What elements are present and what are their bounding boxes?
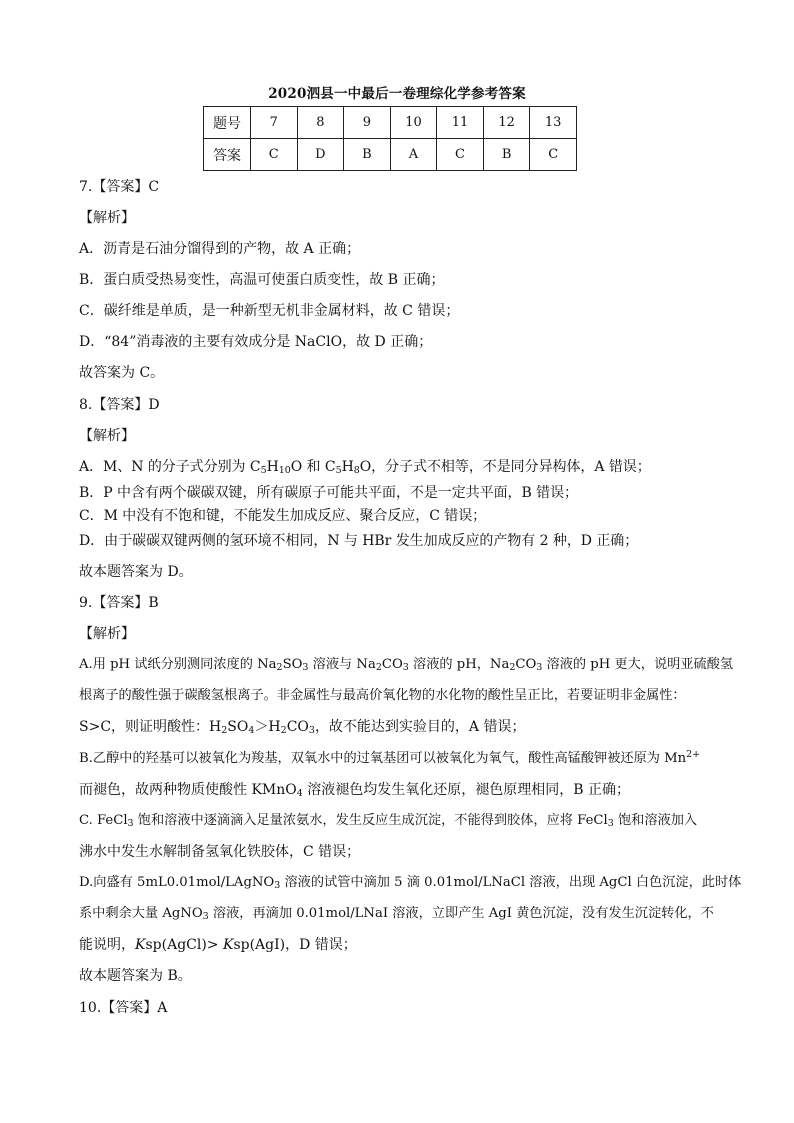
question-number-cell: 8: [297, 107, 344, 139]
q9-answer-heading: 9.【答案】B: [79, 595, 159, 611]
q9-option-a-line1: A.用 pH 试纸分别测同浓度的 $Na_2SO_3$ 溶液与 $Na_2CO_3$ 溶液的 pH，$Na_2CO_3$ 溶液的 pH 更大，说明亚硫酸氢: [79, 657, 734, 673]
question-number-cell: 10: [390, 107, 437, 139]
q10-answer-heading: 10.【答案】A: [79, 1000, 168, 1016]
answer-cell: B: [344, 139, 391, 171]
answer-cell: A: [390, 139, 437, 171]
question-number-cell: 11: [437, 107, 484, 139]
question-number-cell: 13: [530, 107, 577, 139]
answer-table: [203, 106, 577, 171]
answer-cell: D: [297, 139, 344, 171]
question-number-cell: 9: [344, 107, 391, 139]
answer-cell: C: [251, 139, 298, 171]
q9-option-a-line2: 根离子的酸性强于碳酸氢根离子。非金属性与最高价氧化物的水化物的酸性呈正比，若要证明非金属性：: [79, 688, 686, 703]
q9-option-d-line3: 能说明，Ksp(AgCl)> Ksp(AgI)，D 错误；: [79, 937, 357, 953]
q7-option-c: C．碳纤维是单质，是一种新型无机非金属材料，故 C 错误；: [79, 303, 460, 319]
q8-answer-heading: 8.【答案】D: [79, 397, 160, 413]
q8-analysis-label: 【解析】: [79, 428, 135, 444]
answer-cell: C: [530, 139, 577, 171]
q9-option-c-line2: 沸水中发生水解制备氢氧化铁胶体，C 错误；: [79, 844, 361, 860]
question-number-cell: 12: [483, 107, 530, 139]
q9-option-d-line1: D.向盛有 5mL0.01mol/LAgNO$_3$ 溶液的试管中滴加 5 滴 0.01mol/LNaCl 溶液，出现 AgCl 白色沉淀，此时体: [79, 875, 742, 891]
page-title: 2020泗县一中最后一卷理综化学参考答案: [268, 86, 526, 102]
q7-option-d: D．“84”消毒液的主要有效成分是 NaClO，故 D 正确；: [79, 334, 433, 350]
q8-conclusion: 故本题答案为 D。: [79, 564, 193, 580]
q9-option-b-line2: 而褪色，故两种物质使酸性 KMnO$_4$ 溶液褪色均发生氧化还原，褪色原理相同，B 正确；: [79, 782, 630, 799]
q8-option-b: B．P 中含有两个碳碳双键，所有碳原子可能共平面，不是一定共平面，B 错误；: [79, 485, 578, 501]
q8-option-d: D．由于碳碳双键两侧的氢环境不相同，N 与 HBr 发生加成反应的产物有 2 种，D 正确；: [79, 533, 639, 549]
row-label-answer: 答案: [204, 139, 251, 171]
q7-option-a: A．沥青是石油分馏得到的产物，故 A 正确；: [79, 241, 361, 257]
q8-option-c: C．M 中没有不饱和键，不能发生加成反应、聚合反应，C 错误；: [79, 508, 487, 524]
q7-conclusion: 故答案为 C。: [79, 365, 165, 381]
q9-option-d-line2: 系中剩余大量 AgNO$_3$ 溶液，再滴加 0.01mol/LNaI 溶液，立即产生 AgI 黄色沉淀，没有发生沉淀转化，不: [79, 906, 714, 922]
q9-conclusion: 故本题答案为 B。: [79, 968, 192, 984]
q7-option-b: B．蛋白质受热易变性，高温可使蛋白质变性，故 B 正确；: [79, 272, 445, 288]
q9-option-b-line1: B.乙醇中的羟基可以被氧化为羧基，双氧水中的过氧基团可以被氧化为氧气，酸性高锰酸钾被还原为 $Mn^{2+}$: [79, 749, 701, 766]
answer-cell: B: [483, 139, 530, 171]
answer-cell: C: [437, 139, 484, 171]
q7-answer-heading: 7.【答案】C: [79, 179, 160, 195]
question-number-cell: 7: [251, 107, 298, 139]
q7-analysis-label: 【解析】: [79, 210, 135, 226]
row-label-question-number: 题号: [204, 107, 251, 139]
q9-analysis-label: 【解析】: [79, 626, 135, 642]
table-row-questions: [204, 107, 577, 139]
q9-option-c-line1: C. FeCl$_3$ 饱和溶液中逐滴滴入足量浓氨水，发生反应生成沉淀，不能得到胶体，应将 FeCl$_3$ 饱和溶液加入: [79, 813, 698, 829]
table-row-answers: [204, 139, 577, 171]
q8-option-a: A．M、N 的分子式分别为 $C_5H_{10}O$ 和 $C_5H_8O$，分子式不相等，不是同分异构体，A 错误；: [79, 459, 651, 476]
q9-option-a-line3: S>C，则证明酸性：$H_2SO_4>H_2CO_3$，故不能达到实验目的，A 错误；: [79, 719, 526, 736]
